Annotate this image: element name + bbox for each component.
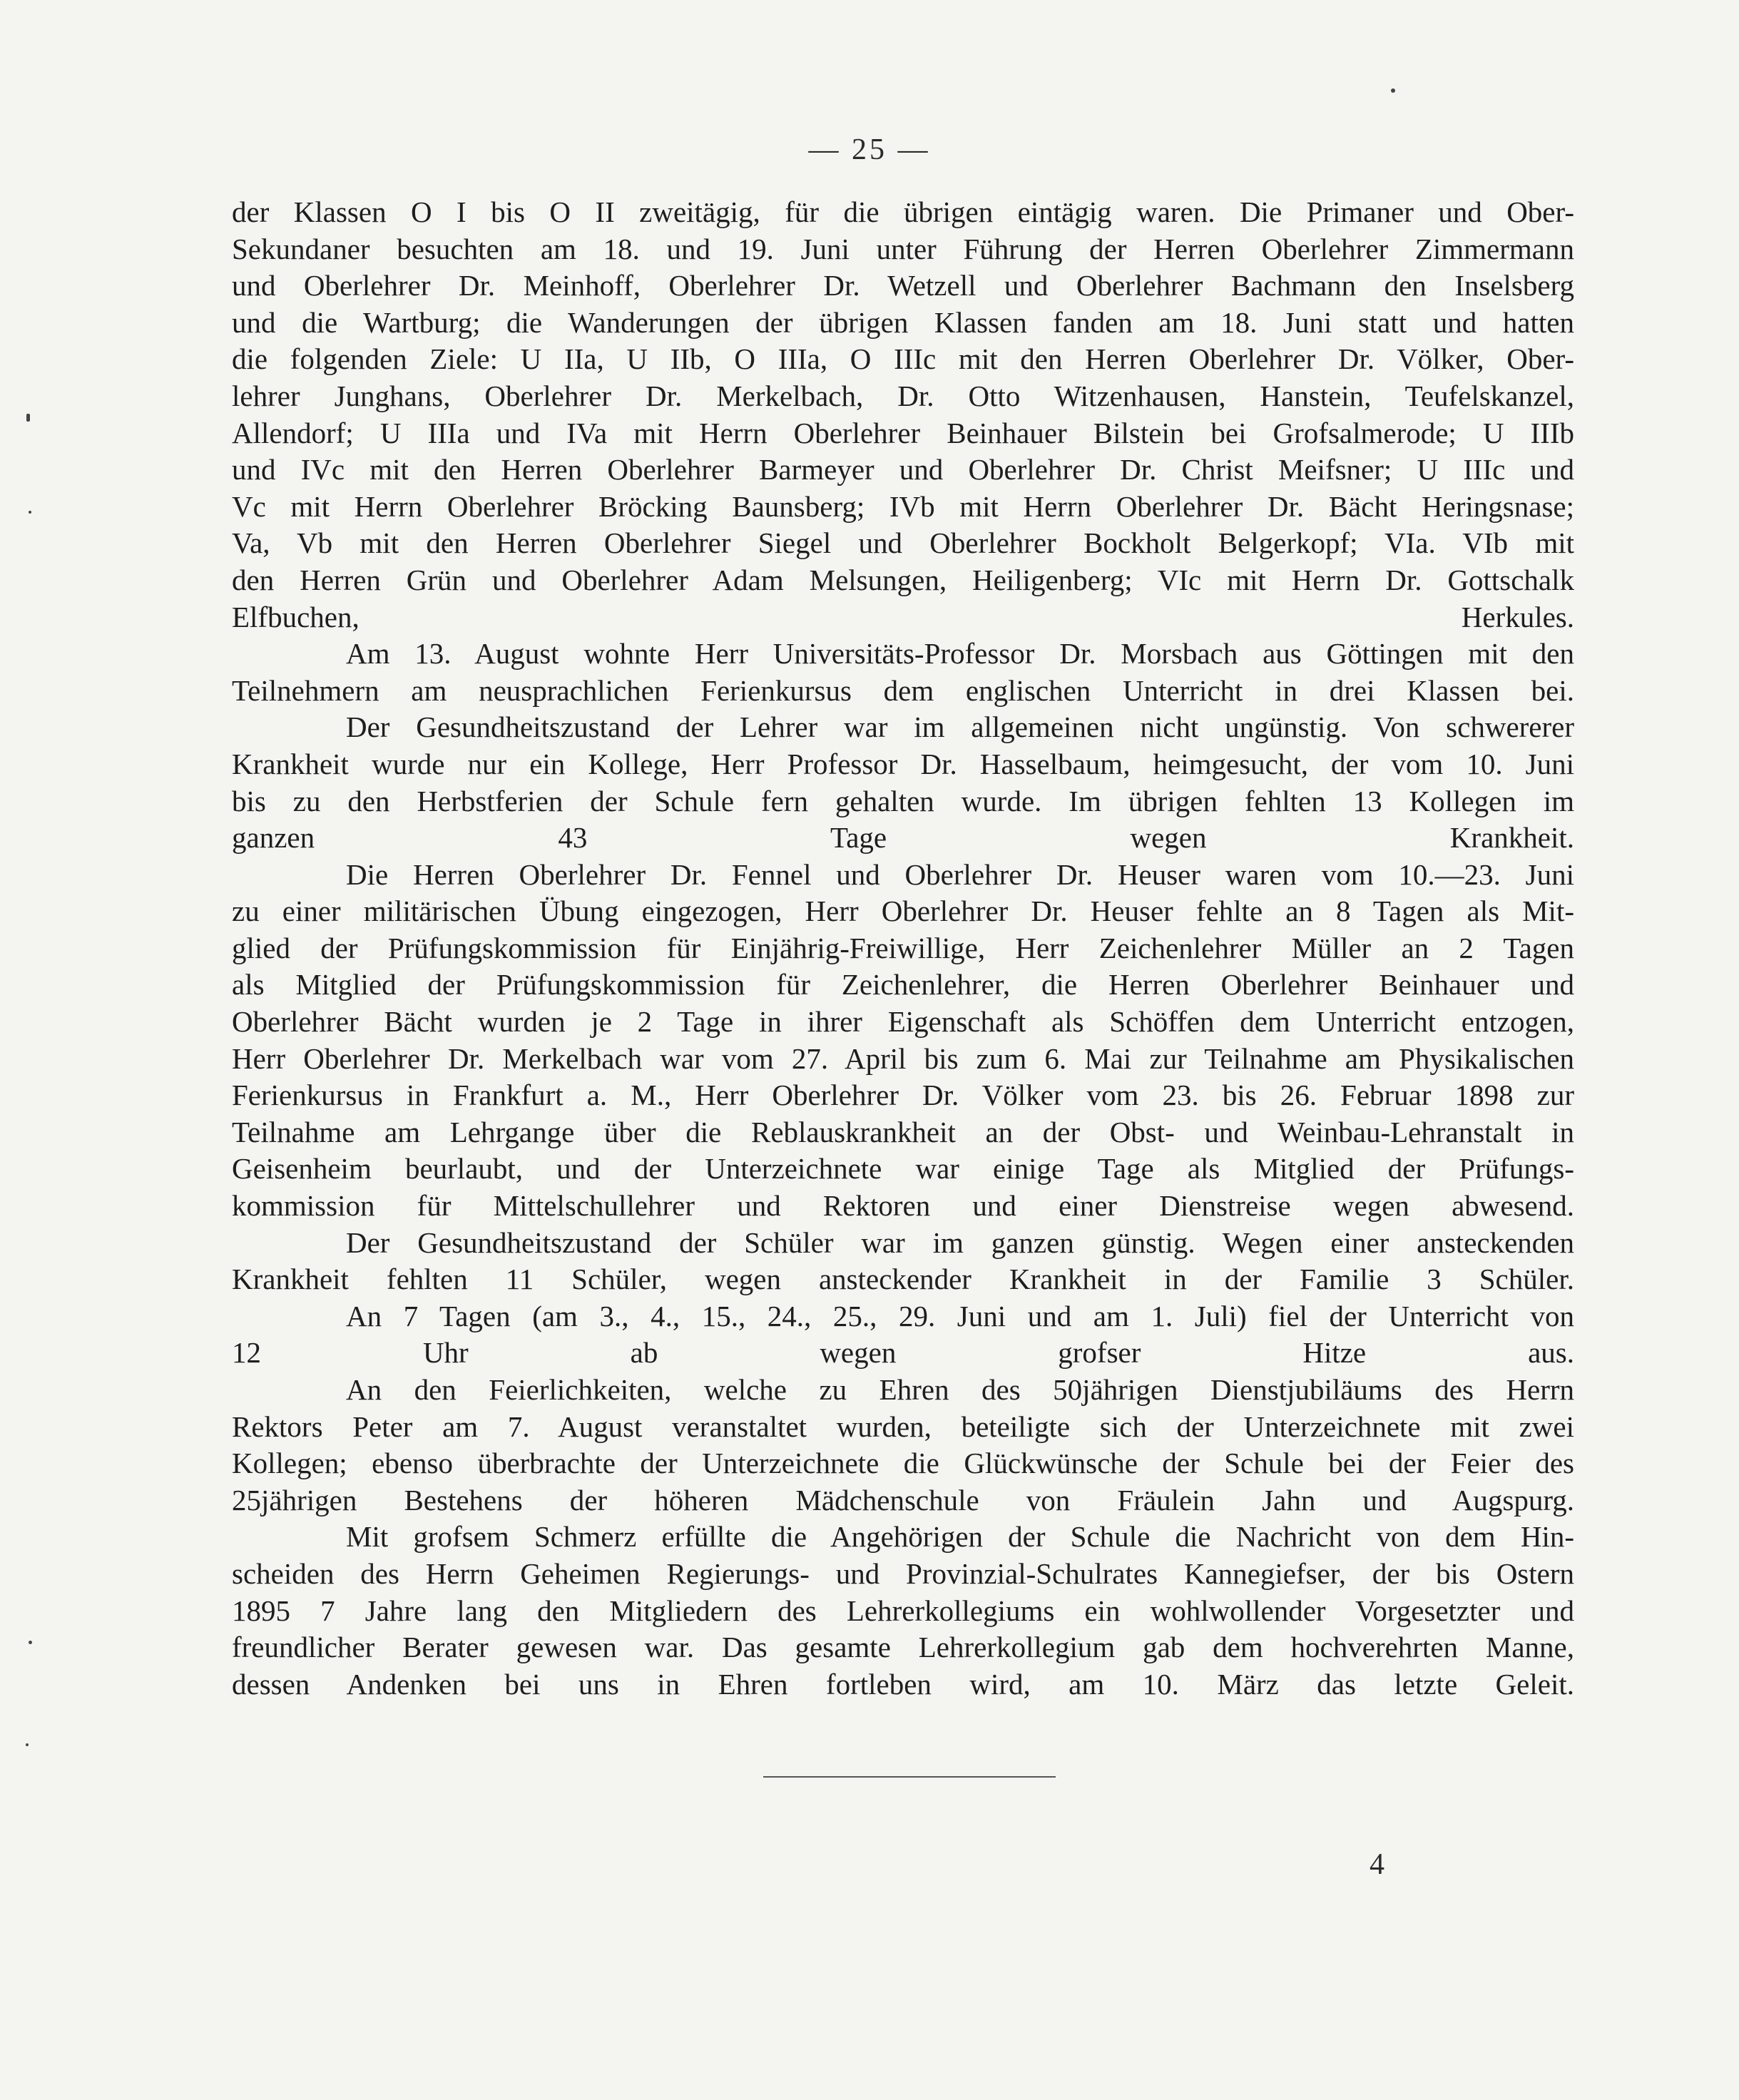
text-line: Krankheit wurde nur ein Kollege, Herr Professor Dr. Hasselbaum, heimgesucht, der vom 10. Juni [232,747,1574,780]
end-rule [763,1776,1056,1778]
text-line: 12 Uhr ab wegen grofser Hitze aus. [232,1336,1574,1370]
text-line: der Klassen O I bis O II zweitägig, für die übrigen eintägig waren. Die Primaner und Ober- [232,195,1574,228]
text-line: und IVc mit den Herren Oberlehrer Barmeyer und Oberlehrer Dr. Christ Meifsner; U IIIc und [232,453,1574,486]
text-line: Rektors Peter am 7. August veranstaltet wurden, beteiligte sich der Unterzeichnete mit zwei [232,1410,1574,1443]
speck [29,1641,32,1644]
text-line: zu einer militärischen Übung eingezogen, Herr Oberlehrer Dr. Heuser fehlte an 8 Tagen als Mit- [232,894,1574,928]
paragraph [232,709,1574,856]
speck [1391,88,1395,93]
text-line: 25jährigen Bestehens der höheren Mädchenschule von Fräulein Jahn und Augspurg. [232,1483,1574,1517]
text-line: und Oberlehrer Dr. Meinhoff, Oberlehrer Dr. Wetzell und Oberlehrer Bachmann den Inselsberg [232,269,1574,302]
text-line: bis zu den Herbstferien der Schule fern gehalten wurde. Im übrigen fehlten 13 Kollegen im [232,784,1574,817]
text-line: Teilnahme am Lehrgange über die Reblauskrankheit an der Obst- und Weinbau-Lehranstalt in [232,1115,1574,1148]
paragraph [232,857,1574,1225]
text-line: den Herren Grün und Oberlehrer Adam Melsungen, Heiligenberg; VIc mit Herrn Dr. Gottschalk [232,563,1574,596]
text-line: als Mitglied der Prüfungskommission für Zeichenlehrer, die Herren Oberlehrer Beinhauer und [232,968,1574,1001]
text-line: Geisenheim beurlaubt, und der Unterzeichnete war einige Tage als Mitglied der Prüfungs- [232,1152,1574,1186]
text-line: An den Feierlichkeiten, welche zu Ehren des 50jährigen Dienstjubiläums des Herrn [346,1373,1574,1406]
text-line: scheiden des Herrn Geheimen Regierungs- und Provinzial-Schulrates Kannegiefser, der bis Ostern [232,1556,1574,1590]
text-line: Sekundaner besuchten am 18. und 19. Juni unter Führung der Herren Oberlehrer Zimmermann [232,232,1574,265]
text-line: die folgenden Ziele: U IIa, U IIb, O IIIa, O IIIc mit den Herren Oberlehrer Dr. Völker, Ober- [232,342,1574,376]
paragraph [232,1519,1574,1703]
paragraph [232,636,1574,709]
text-line: Va, Vb mit den Herren Oberlehrer Siegel und Oberlehrer Bockholt Belgerkopf; VIa. VIb mit [232,526,1574,560]
text-line: Herr Oberlehrer Dr. Merkelbach war vom 27. April bis zum 6. Mai zur Teilnahme am Physikalischen [232,1041,1574,1075]
text-line: freundlicher Berater gewesen war. Das gesamte Lehrerkollegium gab dem hochverehrten Manne, [232,1631,1574,1664]
text-line: Krankheit fehlten 11 Schüler, wegen ansteckender Krankheit in der Familie 3 Schüler. [232,1263,1574,1296]
text-line: Allendorf; U IIIa und IVa mit Herrn Oberlehrer Beinhauer Bilstein bei Grofsalmerode; U IIIb [232,416,1574,449]
text-line: Die Herren Oberlehrer Dr. Fennel und Oberlehrer Dr. Heuser waren vom 10.—23. Juni [346,857,1574,891]
paragraph [232,1372,1574,1519]
text-line: kommission für Mittelschullehrer und Rektoren und einer Dienstreise wegen abwesend. [232,1189,1574,1223]
text-line: Der Gesundheitszustand der Schüler war im ganzen günstig. Wegen einer ansteckenden [346,1225,1574,1259]
text-line: 1895 7 Jahre lang den Mitgliedern des Lehrerkollegiums ein wohlwollender Vorgesetzter und [232,1594,1574,1627]
text-line: glied der Prüfungskommission für Einjährig-Freiwillige, Herr Zeichenlehrer Müller an 2 Tagen [232,931,1574,964]
page-number: — 25 — [808,133,931,166]
speck [26,414,30,422]
text-line: Teilnehmern am neusprachlichen Ferienkursus dem englischen Unterricht in drei Klassen bei. [232,673,1574,707]
text-line: Vc mit Herrn Oberlehrer Bröcking Baunsberg; IVb mit Herrn Oberlehrer Dr. Bächt Heringsnase; [232,489,1574,523]
text-line: Elfbuchen, Herkules. [232,600,1574,633]
text-line: und die Wartburg; die Wanderungen der übrigen Klassen fanden am 18. Juni statt und hatten [232,305,1574,339]
paragraph [232,1298,1574,1372]
text-line: ganzen 43 Tage wegen Krankheit. [232,821,1574,855]
text-line: Am 13. August wohnte Herr Universitäts-Professor Dr. Morsbach aus Göttingen mit den [346,637,1574,671]
text-line: An 7 Tagen (am 3., 4., 15., 24., 25., 29. Juni und am 1. Juli) fiel der Unterricht von [346,1299,1574,1332]
paragraph [232,1225,1574,1298]
text-line: Kollegen; ebenso überbrachte der Unterzeichnete die Glückwünsche der Schule bei der Feier des [232,1447,1574,1480]
text-line: lehrer Junghans, Oberlehrer Dr. Merkelbach, Dr. Otto Witzenhausen, Hanstein, Teufelskanzel, [232,379,1574,412]
paragraph [232,194,1574,636]
text-line: dessen Andenken bei uns in Ehren fortleben wird, am 10. März das letzte Geleit. [232,1667,1574,1701]
signature-mark: 4 [1370,1848,1384,1881]
speck [29,511,31,514]
speck [26,1743,29,1746]
body-text [232,194,1574,1703]
text-line: Oberlehrer Bächt wurden je 2 Tage in ihrer Eigenschaft als Schöffen dem Unterricht entzogen, [232,1005,1574,1039]
text-line: Der Gesundheitszustand der Lehrer war im allgemeinen nicht ungünstig. Von schwererer [346,710,1574,744]
text-line: Ferienkursus in Frankfurt a. M., Herr Oberlehrer Dr. Völker vom 23. bis 26. Februar 1898 zur [232,1079,1574,1112]
text-line: Mit grofsem Schmerz erfüllte die Angehörigen der Schule die Nachricht von dem Hin- [346,1520,1574,1554]
